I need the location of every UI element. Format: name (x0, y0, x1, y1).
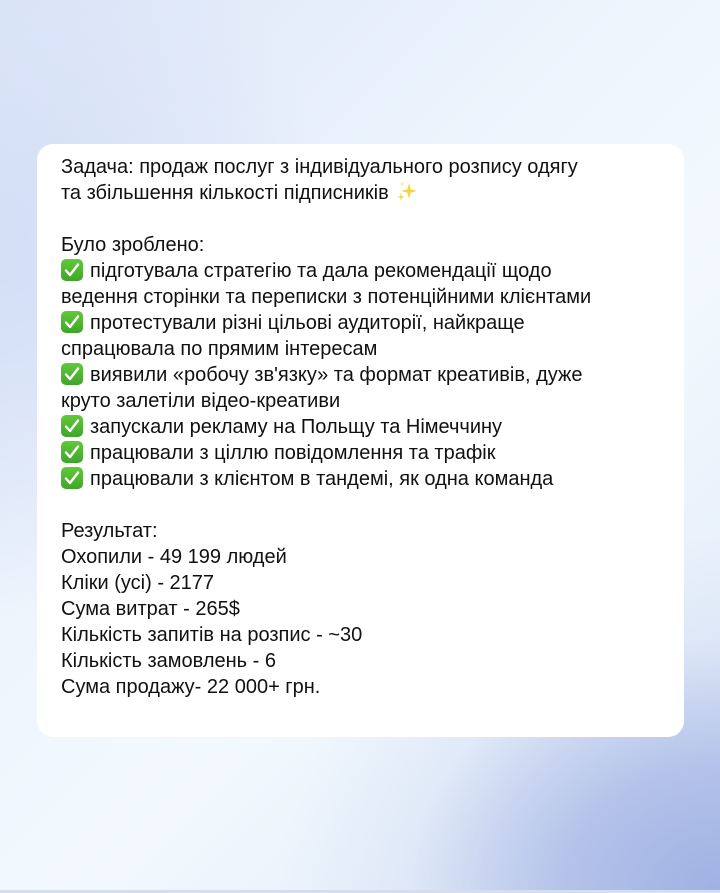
task-section (61, 154, 664, 206)
done-item-text: підготувала стратегію та дала рекомендації щодо (90, 260, 552, 282)
done-item-text: протестували різні цільові аудиторії, найкраще (90, 312, 525, 334)
done-item-text: працювали з ціллю повідомлення та трафік (90, 442, 496, 464)
check-mark-button-icon (61, 363, 83, 385)
result-spend: Сума витрат - 265$ (61, 598, 240, 620)
done-item-continuation: ведення сторінки та переписки з потенційними клієнтами (61, 286, 592, 308)
done-item (61, 310, 664, 336)
result-reach: Охопили - 49 199 людей (61, 546, 287, 568)
done-item-continuation: спрацювала по прямим інтересам (61, 338, 378, 360)
task-line-1: Задача: продаж послуг з індивідуального розпису одягу (61, 156, 578, 178)
done-item-text: виявили «робочу зв'язку» та формат креативів, дуже (90, 364, 583, 386)
check-mark-button-icon (61, 259, 83, 281)
done-item (61, 414, 664, 440)
result-clicks: Кліки (усі) - 2177 (61, 572, 215, 594)
done-section (61, 232, 664, 492)
task-line-2-text: та збільшення кількості підписників (61, 182, 389, 204)
result-orders: Кількість замовлень - 6 (61, 650, 276, 672)
done-item (61, 466, 664, 492)
sparkles-icon (395, 180, 419, 204)
done-item-continuation: круто залетіли відео-креативи (61, 390, 341, 412)
check-mark-button-icon (61, 467, 83, 489)
done-item-text: працювали з клієнтом в тандемі, як одна команда (90, 468, 554, 490)
done-heading: Було зроблено: (61, 234, 205, 256)
spacer (61, 206, 664, 232)
result-heading: Результат: (61, 520, 158, 542)
done-item-text: запускали рекламу на Польщу та Німеччину (90, 416, 503, 438)
task-line-2 (61, 180, 664, 206)
spacer (61, 492, 664, 518)
check-mark-button-icon (61, 311, 83, 333)
check-mark-button-icon (61, 415, 83, 437)
done-item (61, 258, 664, 284)
case-study-card (37, 144, 684, 737)
result-sales: Сума продажу- 22 000+ грн. (61, 676, 321, 698)
done-item (61, 440, 664, 466)
result-requests: Кількість запитів на розпис - ~30 (61, 624, 363, 646)
check-mark-button-icon (61, 441, 83, 463)
done-item (61, 362, 664, 388)
result-section (61, 518, 664, 700)
